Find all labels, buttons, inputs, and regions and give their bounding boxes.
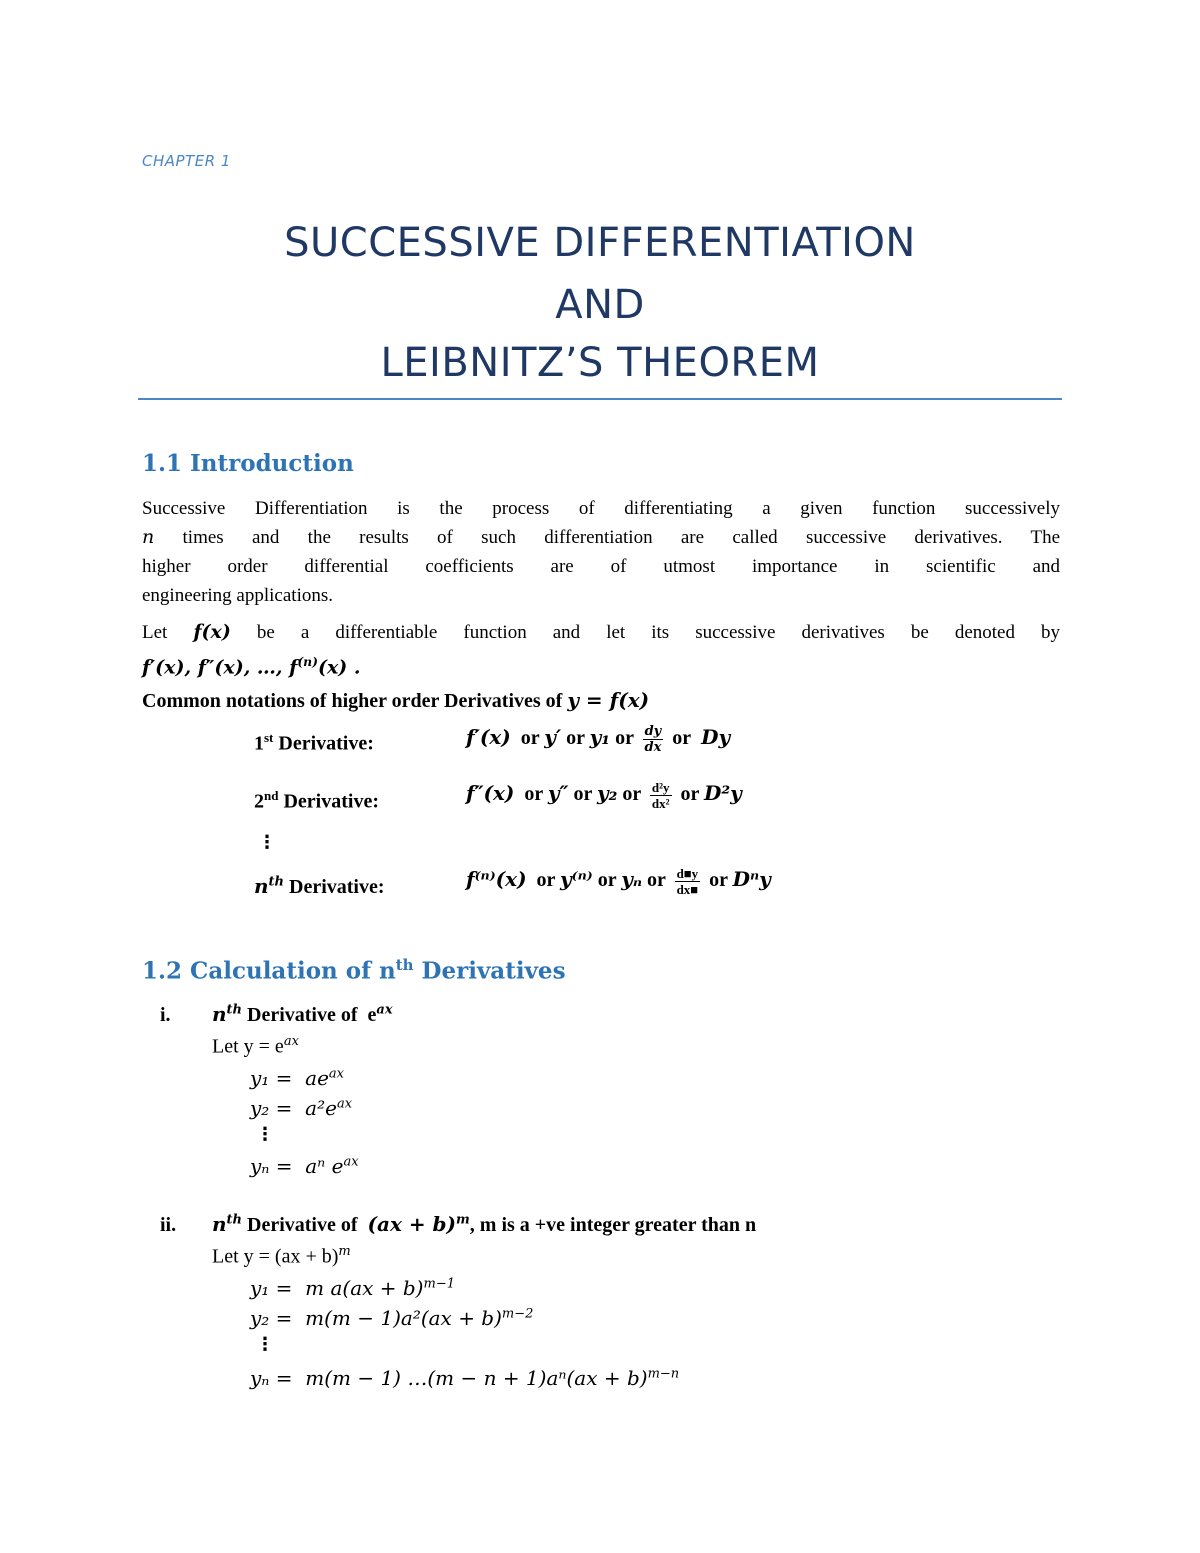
expr-a: f⁽ⁿ⁾(x) bbox=[466, 867, 527, 892]
title-line-1: SUCCESSIVE DIFFERENTIATION bbox=[284, 220, 916, 266]
let-text: Let y = e bbox=[212, 1035, 284, 1058]
intro-paragraph bbox=[142, 494, 1060, 610]
item-marker-i: i. bbox=[160, 1004, 171, 1026]
notation-row-3 bbox=[254, 874, 385, 899]
heading-text-end: Derivatives bbox=[413, 957, 566, 985]
expr-d: D²y bbox=[704, 781, 742, 806]
step-sup: m−1 bbox=[423, 1276, 455, 1292]
let-word: Let bbox=[142, 622, 168, 643]
step-lhs: y₂ = bbox=[250, 1096, 293, 1120]
let-line-i bbox=[212, 1034, 299, 1059]
let-text: be a differentiable function and let its successive derivatives be denoted by bbox=[256, 622, 1061, 643]
let-paragraph bbox=[142, 618, 1060, 682]
item-marker-ii: ii. bbox=[160, 1214, 177, 1236]
let-line-1 bbox=[142, 618, 1060, 647]
title-tail: , m is a +ve integer greater than n bbox=[469, 1214, 757, 1236]
step-lhs: yₙ = bbox=[250, 1154, 293, 1178]
title-expr-sup: ax bbox=[376, 1002, 393, 1018]
notations-heading-text: Common notations of higher order Derivatives of bbox=[142, 690, 563, 712]
step-ii-n bbox=[250, 1366, 679, 1390]
step-sup: ax bbox=[343, 1154, 359, 1170]
title-var: n bbox=[212, 1002, 227, 1026]
vertical-dots: ⋮ bbox=[256, 1124, 274, 1145]
notations-heading bbox=[142, 688, 649, 713]
notation-expr-3 bbox=[466, 866, 771, 897]
vertical-dots: ⋮ bbox=[258, 832, 276, 853]
fraction-numerator: d²y bbox=[651, 780, 670, 795]
derivative-fraction bbox=[643, 724, 664, 755]
or-word: or bbox=[536, 869, 556, 892]
expr-d: Dⁿy bbox=[732, 867, 771, 892]
notation-row-1 bbox=[254, 730, 374, 756]
title-sup: th bbox=[226, 1212, 243, 1228]
ord-suffix: nd bbox=[264, 788, 279, 803]
step-rhs: m(m − 1) …(m − n + 1)aⁿ(ax + b) bbox=[305, 1366, 648, 1390]
step-sup: m−n bbox=[647, 1366, 680, 1382]
fraction-numerator: dy bbox=[644, 724, 662, 739]
step-lhs: yₙ = bbox=[250, 1366, 293, 1390]
step-lhs: y₁ = bbox=[250, 1276, 293, 1300]
ord-label: Derivative: bbox=[289, 876, 385, 898]
heading-sup: th bbox=[395, 956, 414, 974]
or-word: or bbox=[647, 869, 666, 892]
fraction-denominator: dx bbox=[644, 740, 662, 755]
title-line-3: LEIBNITZ’S THEOREM bbox=[380, 340, 820, 386]
or-word: or bbox=[709, 869, 728, 892]
title-expr-sup: m bbox=[456, 1212, 470, 1228]
expr-b: y⁽ⁿ⁾ bbox=[560, 867, 593, 892]
or-word: or bbox=[680, 783, 700, 806]
notations-heading-expr: y = f(x) bbox=[567, 688, 650, 712]
or-word: or bbox=[520, 727, 540, 750]
step-i-2 bbox=[250, 1096, 352, 1120]
expr-b: y″ bbox=[547, 781, 569, 806]
step-lhs: y₁ = bbox=[250, 1066, 293, 1090]
intro-line-1: Successive Differentiation is the process of differentiating a given function successively bbox=[142, 498, 1060, 519]
ord-label: Derivative: bbox=[283, 790, 379, 813]
step-rhs: m(m − 1)a²(ax + b) bbox=[305, 1306, 502, 1330]
item-title-i bbox=[212, 1002, 393, 1027]
step-sup: ax bbox=[328, 1066, 345, 1082]
step-ii-2 bbox=[250, 1306, 533, 1330]
step-rhs: ae bbox=[305, 1066, 329, 1090]
title-var: n bbox=[212, 1212, 227, 1236]
step-sup: ax bbox=[336, 1096, 353, 1112]
derivative-list-end: (x) . bbox=[317, 656, 361, 679]
vertical-dots: ⋮ bbox=[256, 1334, 274, 1355]
or-word: or bbox=[597, 869, 617, 892]
ord-suffix: st bbox=[264, 730, 274, 745]
derivative-fraction bbox=[650, 780, 672, 811]
section-heading-nth-derivatives bbox=[142, 956, 566, 985]
ord-suffix: th bbox=[268, 874, 285, 890]
step-sup: m−2 bbox=[501, 1306, 534, 1322]
notation-row-2 bbox=[254, 788, 379, 814]
intro-line-3: higher order differential coefficients are of utmost importance in scientific and bbox=[142, 556, 1060, 577]
fraction-denominator: dx■ bbox=[676, 882, 699, 897]
expr-c: yₙ bbox=[621, 867, 643, 892]
title-expr: (ax + b) bbox=[367, 1212, 457, 1236]
title-text: Derivative of bbox=[247, 1214, 358, 1236]
let-text: Let y = (ax + b) bbox=[212, 1245, 339, 1268]
expr-a: f′(x) bbox=[466, 725, 511, 750]
notation-expr-2 bbox=[466, 780, 742, 811]
expr-a: f″(x) bbox=[466, 781, 515, 806]
item-title-ii bbox=[212, 1212, 756, 1237]
let-line-ii bbox=[212, 1244, 351, 1269]
let-fx: f(x) bbox=[193, 621, 231, 643]
expr-d: Dy bbox=[701, 725, 731, 750]
step-rhs: aⁿ e bbox=[305, 1154, 344, 1178]
step-i-1 bbox=[250, 1066, 344, 1090]
step-i-n bbox=[250, 1154, 359, 1178]
title-sup: th bbox=[226, 1002, 243, 1018]
notation-expr-1 bbox=[466, 724, 730, 755]
ord-label: Derivative: bbox=[278, 732, 374, 755]
step-rhs: m a(ax + b) bbox=[305, 1276, 424, 1300]
intro-line-2 bbox=[142, 523, 1060, 552]
step-lhs: y₂ = bbox=[250, 1306, 293, 1330]
ord-number: 1 bbox=[254, 732, 264, 755]
fraction-numerator: d■y bbox=[676, 866, 699, 881]
heading-text: 1.2 Calculation of n bbox=[142, 957, 396, 985]
ord-number: 2 bbox=[254, 790, 264, 813]
expr-c: y₂ bbox=[596, 781, 618, 806]
let-line-2 bbox=[142, 647, 1060, 682]
expr-b: y′ bbox=[544, 725, 562, 750]
let-sup: ax bbox=[283, 1034, 299, 1049]
ord-number: n bbox=[254, 874, 269, 898]
derivative-list: f′(x), f″(x), …, f bbox=[142, 656, 298, 679]
expr-c: y₁ bbox=[589, 725, 611, 750]
step-rhs: a²e bbox=[305, 1096, 337, 1120]
or-word: or bbox=[615, 727, 634, 750]
derivative-fraction bbox=[675, 866, 701, 897]
title-divider bbox=[138, 398, 1062, 400]
chapter-label: CHAPTER 1 bbox=[142, 152, 231, 170]
title-text: Derivative of bbox=[247, 1004, 358, 1026]
title-line-2: AND bbox=[555, 282, 645, 328]
intro-line-2-text: times and the results of such differentiation are called successive derivatives. The bbox=[182, 527, 1061, 548]
step-ii-1 bbox=[250, 1276, 455, 1300]
or-word: or bbox=[672, 727, 692, 750]
intro-line-4: engineering applications. bbox=[142, 585, 333, 606]
title-expr: e bbox=[367, 1004, 377, 1026]
intro-var-n: n bbox=[142, 526, 155, 548]
let-sup: m bbox=[338, 1244, 351, 1259]
section-heading-introduction: 1.1 Introduction bbox=[142, 450, 354, 477]
or-word: or bbox=[524, 783, 543, 806]
fraction-denominator: dx² bbox=[651, 796, 670, 811]
or-word: or bbox=[566, 727, 585, 750]
derivative-list-sup: (n) bbox=[297, 654, 318, 669]
or-word: or bbox=[622, 783, 641, 806]
or-word: or bbox=[573, 783, 592, 806]
